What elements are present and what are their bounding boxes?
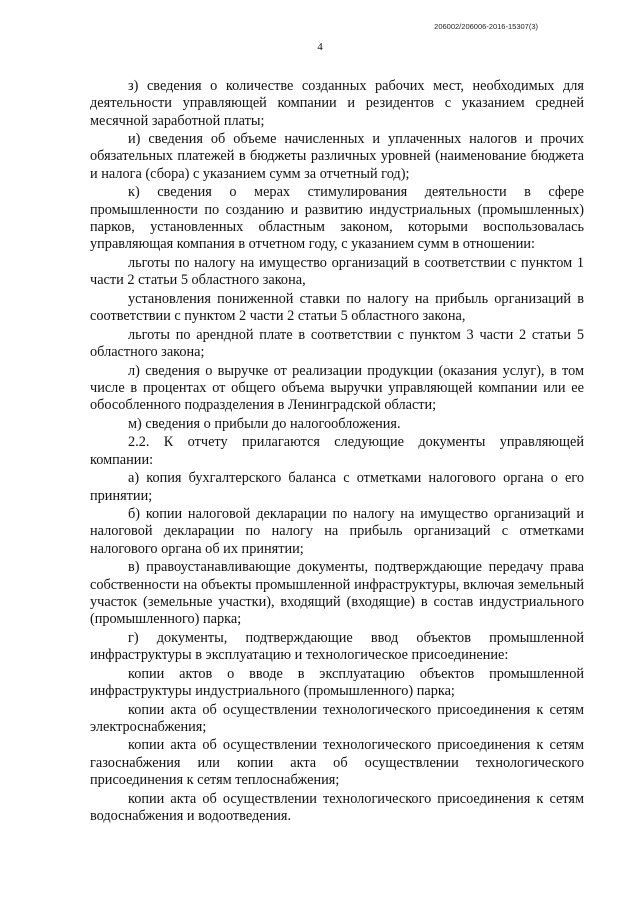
paragraph-g-water: копии акта об осуществлении технологического присоединения к сетям водоснабжения и водоотведения. <box>90 790 584 824</box>
paragraph-k-rent: льготы по арендной плате в соответствии с пунктом 3 части 2 статьи 5 областного закона; <box>90 326 584 360</box>
page-number: 4 <box>317 41 323 53</box>
paragraph-m: м) сведения о прибыли до налогообложения. <box>128 415 401 432</box>
paragraph-k: к) сведения о мерах стимулирования деятельности в сфере промышленности по созданию и развитию индустриальных (промышленных) парков, установленных областным законом, которыми воспользовалась управляющая компания в отчетном году, с указанием сумм в отношении: <box>90 184 584 253</box>
paragraph-g-gas-heat: копии акта об осуществлении технологического присоединения к сетям газоснабжения или копии акта об осуществлении технологического присоединения к сетям теплоснабжения; <box>90 737 584 789</box>
paragraph-b: б) копии налоговой декларации по налогу на имущество организаций и налоговой декларации по налогу на прибыль организаций с отметками налогового органа об их принятии; <box>90 506 584 557</box>
paragraph-2-2: 2.2. К отчету прилагаются следующие документы управляющей компании: <box>90 434 584 468</box>
paragraph-l: л) сведения о выручке от реализации продукции (оказания услуг), в том числе в процентах от общего объема выручки управляющей компании или ее обособленного подразделения в Ленинградской области; <box>90 362 584 414</box>
paragraph-g-commissioning: копии актов о вводе в эксплуатацию объектов промышленной инфраструктуры индустриального (промышленного) парка; <box>90 665 584 699</box>
paragraph-k-profit-tax: установления пониженной ставки по налогу на прибыль организаций в соответствии с пунктом 2 части 2 статьи 5 областного закона, <box>90 290 584 325</box>
document-id: 206002/206006-2016-15307(3) <box>434 22 538 31</box>
paragraph-a: а) копия бухгалтерского баланса с отметками налогового органа о его принятии; <box>90 470 584 504</box>
paragraph-k-property-tax: льготы по налогу на имущество организаций в соответствии с пунктом 1 части 2 статьи 5 областного закона, <box>90 254 584 289</box>
paragraph-z: з) сведения о количестве созданных рабочих мест, необходимых для деятельности управляющей компании и резидентов с указанием средней месячной заработной платы; <box>90 78 584 129</box>
paragraph-i: и) сведения об объеме начисленных и уплаченных налогов и прочих обязательных платежей в бюджеты различных уровней (наименование бюджета и налога (сбора) с указанием сумм за отчетный год); <box>90 131 584 182</box>
paragraph-g-electricity: копии акта об осуществлении технологического присоединения к сетям электроснабжения; <box>90 701 584 735</box>
paragraph-g: г) документы, подтверждающие ввод объектов промышленной инфраструктуры в эксплуатацию и технологическое присоединение: <box>90 629 584 664</box>
document-body <box>90 78 584 827</box>
paragraph-v: в) правоустанавливающие документы, подтверждающие передачу права собственности на объекты промышленной инфраструктуры, включая земельный участок (земельные участки), входящий (входящие) в состав индустриального (промышленного) парка; <box>90 559 584 628</box>
